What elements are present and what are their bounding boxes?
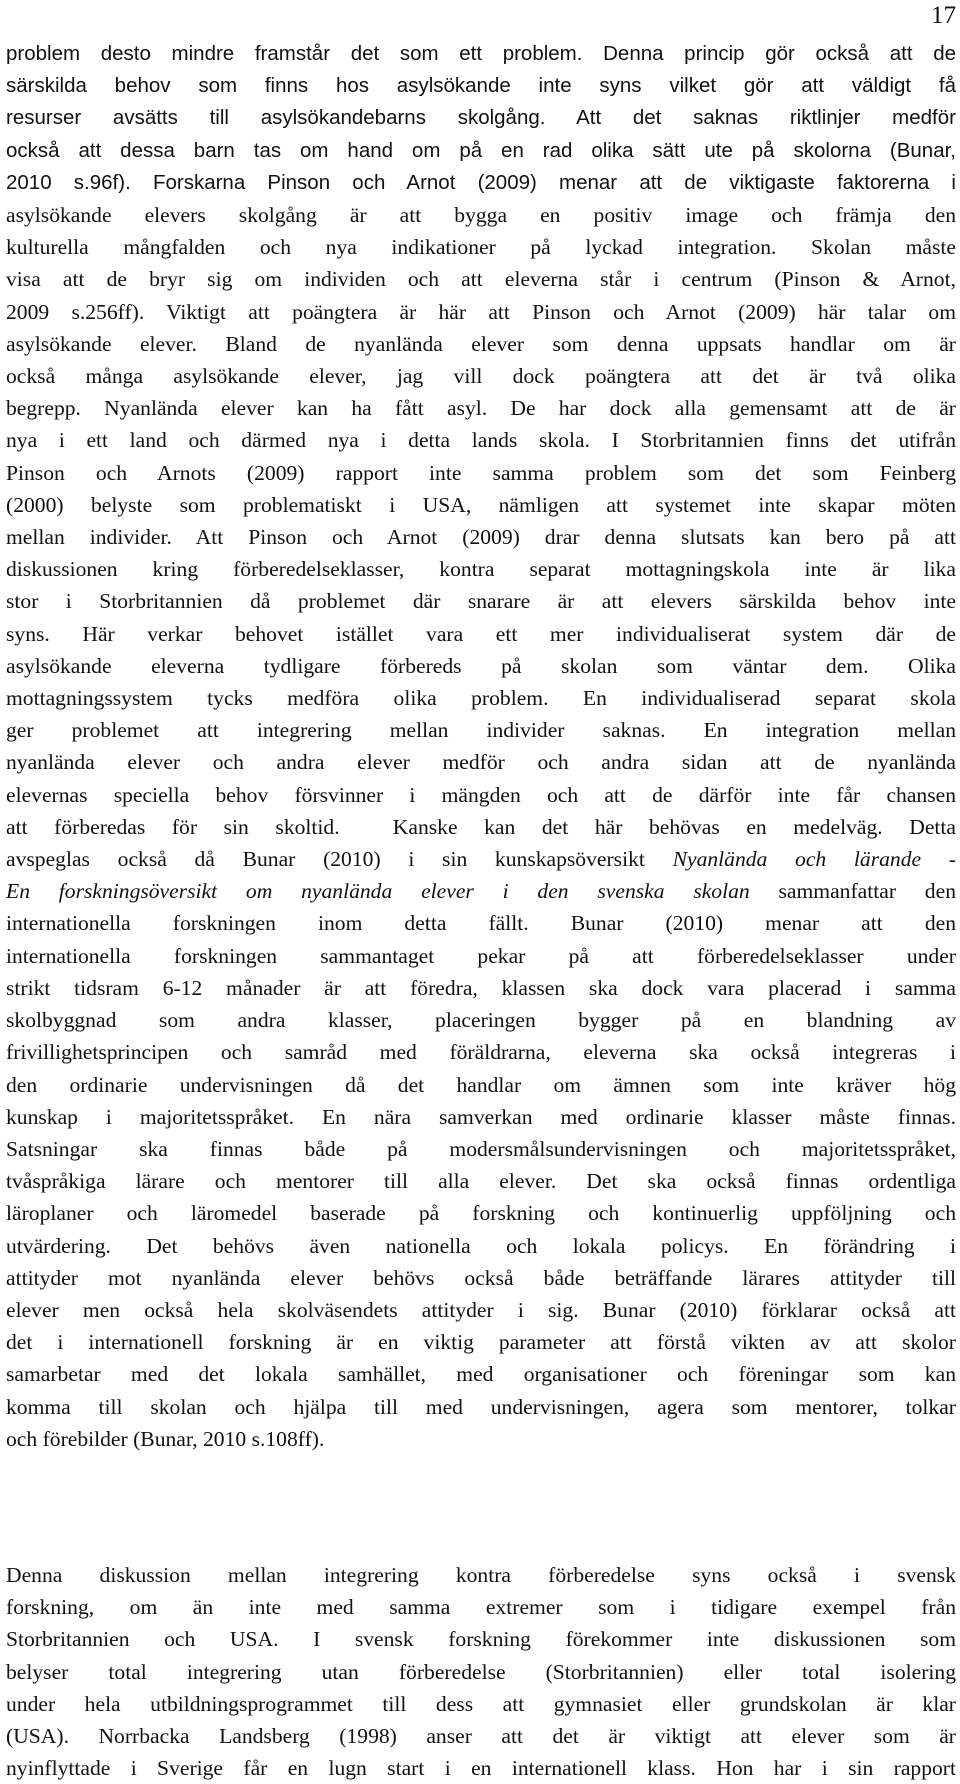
text-line: diskussionen kring förberedelseklasser, kontra separat mottagningskola inte är lika [6,557,956,582]
text-line: 2009 s.256ff). Viktigt att poängtera är här att Pinson och Arnot (2009) här talar om [6,299,956,324]
text-line: kulturella mångfalden och nya indikationer på lyckad integration. Skolan måste [6,235,956,260]
text-line: det i internationell forskning är en viktig parameter att förstå vikten av att skolor [6,1330,956,1355]
text-line: läroplaner och läromedel baserade på forskning och kontinuerlig uppföljning och [6,1201,956,1226]
text-line: asylsökande eleverna tydligare förbereds på skolan som väntar dem. Olika [6,653,956,678]
text-line: asylsökande elever. Bland de nyanlända elever som denna uppsats handlar om är [6,331,956,356]
text-line: också många asylsökande elever, jag vill dock poängtera att det är två olika [6,364,956,389]
text-line: Satsningar ska finnas både på modersmålsundervisningen och majoritetsspråket, [6,1136,956,1161]
text-line: nyanlända elever och andra elever medför och andra sidan att de nyanlända [6,750,956,775]
text-line: komma till skolan och hjälpa till med undervisningen, agera som mentorer, tolkar [6,1394,956,1419]
text-line: kunskap i majoritetsspråket. En nära samverkan med ordinarie klasser måste finnas. [6,1104,956,1129]
text-line: Storbritannien och USA. I svensk forskning förekommer inte diskussionen som [6,1627,956,1652]
text-line: den ordinarie undervisningen då det handlar om ämnen som inte kräver hög [6,1072,956,1097]
text-line: belyser total integrering utan förberedelse (Storbritannien) eller total isolering [6,1659,956,1684]
text-line: strikt tidsram 6-12 månader är att föredra, klassen ska dock vara placerad i samma [6,975,956,1000]
text-line: ger problemet att integrering mellan individer saknas. En integration mellan [6,718,956,743]
text-line: syns. Här verkar behovet istället vara ett mer individualiserat system där de [6,621,956,646]
text-line: internationella forskningen sammantaget pekar på att förberedelseklasser under [6,943,956,968]
text-line: frivillighetsprincipen och samråd med föräldrarna, eleverna ska också integreras i [6,1040,956,1065]
text-fragment: sammanfattar den [749,879,956,904]
text-line: nya i ett land och därmed nya i detta lands skola. I Storbritannien finns det utifrån [6,428,956,453]
text-line: under hela utbildningsprogrammet till dess att gymnasiet eller grundskolan är klar [6,1691,956,1716]
text-line: elevernas speciella behov försvinner i mängden och att de därför inte får chansen [6,782,956,807]
book-title-italic: Nyanlända och lärande - [672,847,956,872]
text-line: särskilda behov som finns hos asylsökande inte syns vilket gör att väldigt få [6,74,956,98]
text-line: skolbyggnad som andra klasser, placeringen bygger på en blandning av [6,1008,956,1033]
text-line: (USA). Norrbacka Landsberg (1998) anser att det är viktigt att elever som är [6,1724,956,1749]
text-line: forskning, om än inte med samma extremer som i tidigare exempel från [6,1595,956,1620]
text-line: samarbetar med det lokala samhället, med organisationer och föreningar som kan [6,1362,956,1387]
text-line: (2000) belyste som problematiskt i USA, nämligen att systemet inte skapar möten [6,492,956,517]
text-line: Denna diskussion mellan integrering kontra förberedelse syns också i svensk [6,1563,956,1587]
text-line: problem desto mindre framstår det som ett problem. Denna princip gör också att de [6,42,956,65]
text-line: mottagningssystem tycks medföra olika problem. En individualiserad separat skola [6,686,956,711]
text-line: 2010 s.96f). Forskarna Pinson och Arnot (2009) menar att de viktigaste faktorerna i [6,170,956,194]
text-line: nyinflyttade i Sverige får en lugn start i en internationell klass. Hon har i sin rapport [6,1756,956,1781]
book-title-italic: En forskningsöversikt om nyanlända elever i den svenska skolan [6,879,750,904]
page-number: 17 [931,2,956,29]
text-line: att förberedas för sin skoltid. Kanske kan det här behövas en medelväg. Detta [6,814,956,839]
text-line: resurser avsätts till asylsökandebarns skolgång. Att det saknas riktlinjer medför [6,106,956,130]
text-line: tvåspråkiga lärare och mentorer till alla elever. Det ska också finnas ordentliga [6,1169,956,1194]
text-line: också att dessa barn tas om hand om på en rad olika sätt ute på skolorna (Bunar, [6,138,956,162]
text-line: mellan individer. Att Pinson och Arnot (2009) drar denna slutsats kan bero på att [6,525,956,550]
text-line: begrepp. Nyanlända elever kan ha fått asyl. De har dock alla gemensamt att de är [6,396,956,421]
text-line: elever men också hela skolväsendets attityder i sig. Bunar (2010) förklarar också att [6,1297,956,1322]
body-paragraph [6,38,956,1455]
text-line-with-title [6,875,956,907]
text-line: Pinson och Arnots (2009) rapport inte samma problem som det som Feinberg [6,460,956,485]
body-paragraph [6,1559,956,1784]
text-line: internationella forskningen inom detta fällt. Bunar (2010) menar att den [6,911,956,936]
text-line: attityder mot nyanlända elever behövs också både beträffande lärares attityder till [6,1265,956,1290]
text-line: och förebilder (Bunar, 2010 s.108ff). [6,1426,325,1451]
text-fragment: avspeglas också då Bunar (2010) i sin kunskapsöversikt [6,847,673,872]
text-line: asylsökande elevers skolgång är att bygga en positiv image och främja den [6,203,956,228]
text-line-with-title [6,843,956,875]
text-line: utvärdering. Det behövs även nationella och lokala policys. En förändring i [6,1233,956,1258]
text-line: visa att de bryr sig om individen och att eleverna står i centrum (Pinson & Arnot, [6,267,956,292]
text-line: stor i Storbritannien då problemet där snarare är att elevers särskilda behov inte [6,589,956,614]
